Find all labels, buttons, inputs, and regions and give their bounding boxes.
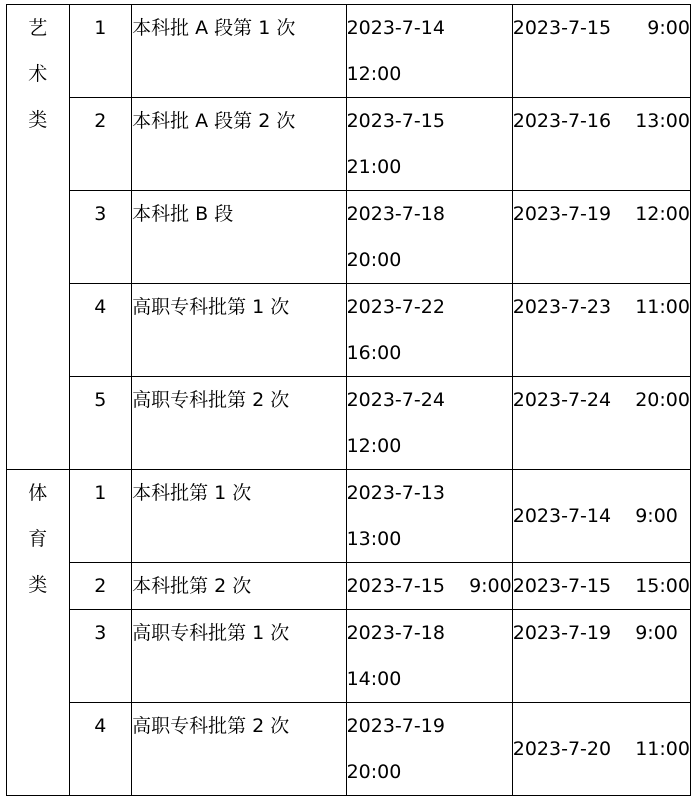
end-datetime: 2023-7-24 20:00 [512, 389, 690, 411]
row-number: 1 [69, 5, 132, 98]
batch-name: 本科批第 1 次 [132, 470, 346, 563]
start-date: 2023-7-24 [346, 389, 445, 411]
start-time: 20:00 [346, 761, 402, 783]
row-number: 3 [69, 610, 132, 703]
batch-name: 高职专科批第 1 次 [132, 610, 346, 703]
start-time-cell [346, 470, 512, 563]
end-datetime: 2023-7-14 9:00 [512, 505, 678, 527]
batch-name: 本科批 B 段 [132, 191, 346, 284]
start-time-cell [346, 191, 512, 284]
start-date: 2023-7-18 [346, 203, 445, 225]
table-row [7, 377, 691, 470]
start-time-cell [346, 377, 512, 470]
batch-name: 高职专科批第 2 次 [132, 703, 346, 796]
end-time-cell [512, 284, 690, 377]
batch-name: 本科批 A 段第 1 次 [132, 5, 346, 98]
table-body [7, 5, 691, 796]
end-time-cell [512, 563, 690, 610]
batch-name: 高职专科批第 2 次 [132, 377, 346, 470]
batch-name: 本科批 A 段第 2 次 [132, 98, 346, 191]
start-date: 2023-7-15 [346, 110, 445, 132]
start-time: 16:00 [346, 342, 402, 364]
table-row [7, 703, 691, 796]
start-date: 2023-7-19 [346, 715, 445, 737]
end-datetime: 2023-7-19 12:00 [512, 203, 690, 225]
end-time-cell [512, 377, 690, 470]
start-time-cell [346, 610, 512, 703]
end-datetime: 2023-7-15 9:00 [512, 17, 690, 39]
start-time-cell [346, 563, 512, 610]
end-time-cell [512, 98, 690, 191]
table-row [7, 98, 691, 191]
end-datetime: 2023-7-23 11:00 [512, 296, 690, 318]
end-time-cell [512, 703, 690, 796]
start-time: 13:00 [346, 528, 402, 550]
end-datetime: 2023-7-16 13:00 [512, 110, 690, 132]
start-date: 2023-7-22 [346, 296, 445, 318]
category-cell [7, 5, 70, 470]
row-number: 4 [69, 284, 132, 377]
start-date: 2023-7-18 [346, 622, 445, 644]
row-number: 5 [69, 377, 132, 470]
end-time-cell [512, 470, 690, 563]
table-row [7, 563, 691, 610]
end-datetime: 2023-7-15 15:00 [512, 575, 690, 597]
table-row [7, 284, 691, 377]
end-time-cell [512, 5, 690, 98]
start-date: 2023-7-14 [346, 17, 445, 39]
row-number: 2 [69, 563, 132, 610]
start-time-cell [346, 5, 512, 98]
batch-name: 高职专科批第 1 次 [132, 284, 346, 377]
end-datetime: 2023-7-20 11:00 [512, 738, 690, 760]
table-row [7, 610, 691, 703]
end-time-cell [512, 191, 690, 284]
start-time: 21:00 [346, 156, 402, 178]
start-time: 12:00 [346, 63, 402, 85]
start-time-cell [346, 98, 512, 191]
category-cell [7, 470, 70, 796]
start-date: 2023-7-13 [346, 482, 445, 504]
start-time-cell [346, 284, 512, 377]
table-row [7, 470, 691, 563]
start-date: 2023-7-15 9:00 [346, 575, 512, 597]
category-label: 艺术类 [28, 17, 48, 131]
batch-name: 本科批第 2 次 [132, 563, 346, 610]
start-time: 12:00 [346, 435, 402, 457]
start-time: 14:00 [346, 668, 402, 690]
row-number: 1 [69, 470, 132, 563]
category-label: 体育类 [28, 482, 48, 596]
start-time: 20:00 [346, 249, 402, 271]
end-datetime: 2023-7-19 9:00 [512, 622, 678, 644]
start-time-cell [346, 703, 512, 796]
row-number: 2 [69, 98, 132, 191]
table-row [7, 5, 691, 98]
end-time-cell [512, 610, 690, 703]
row-number: 3 [69, 191, 132, 284]
table-row [7, 191, 691, 284]
admission-schedule-table [6, 4, 691, 796]
row-number: 4 [69, 703, 132, 796]
